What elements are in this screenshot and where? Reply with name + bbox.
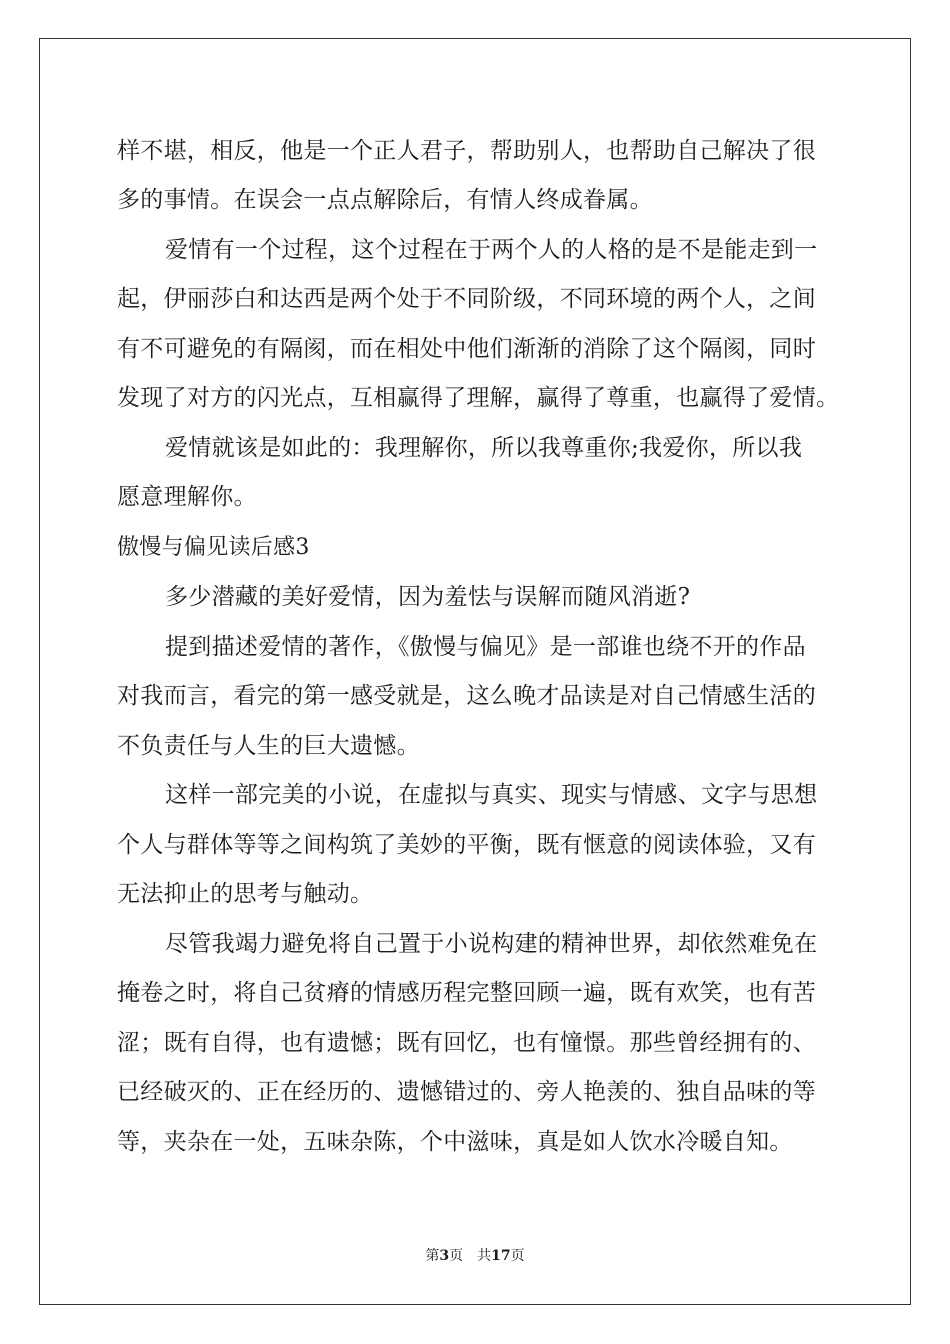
body-line-13: 不负责任与人生的巨大遗憾。	[117, 733, 420, 759]
body-line-12: 对我而言，看完的第一感受就是，这么晚才品读是对自己情感生活的	[117, 683, 816, 709]
body-line-8: 愿意理解你。	[117, 484, 257, 510]
footer-total-pages: 17	[491, 1248, 511, 1264]
body-line-14: 这样一部完美的小说，在虚拟与真实、现实与情感、文字与思想	[165, 782, 818, 808]
body-line-17: 尽管我竭力避免将自己置于小说构建的精神世界，却依然难免在	[165, 931, 818, 957]
footer-page-number: 3	[439, 1248, 450, 1264]
footer-total-suffix: 页	[510, 1248, 525, 1264]
body-line-4: 起，伊丽莎白和达西是两个处于不同阶级，不同环境的两个人，之间	[117, 286, 816, 312]
body-line-10: 多少潜藏的美好爱情，因为羞怯与误解而随风消逝?	[165, 584, 691, 610]
body-line-6: 发现了对方的闪光点，互相赢得了理解，赢得了尊重，也赢得了爱情。	[117, 385, 840, 411]
body-line-1: 样不堪，相反，他是一个正人君子，帮助别人，也帮助自己解决了很	[117, 138, 816, 164]
body-line-19: 涩；既有自得，也有遗憾；既有回忆，也有憧憬。那些曾经拥有的、	[117, 1030, 816, 1056]
body-line-2: 多的事情。在误会一点点解除后，有情人终成眷属。	[117, 187, 653, 213]
body-line-3: 爱情有一个过程，这个过程在于两个人的人格的是不是能走到一	[165, 237, 818, 263]
page-border	[39, 38, 911, 1305]
body-line-5: 有不可避免的有隔阂，而在相处中他们渐渐的消除了这个隔阂，同时	[117, 336, 816, 362]
page-footer	[0, 1247, 950, 1265]
body-line-16: 无法抑止的思考与触动。	[117, 881, 374, 907]
footer-page-suffix: 页	[449, 1248, 464, 1264]
section-heading: 傲慢与偏见读后感3	[117, 535, 310, 560]
body-line-15: 个人与群体等等之间构筑了美妙的平衡，既有惬意的阅读体验，又有	[117, 832, 816, 858]
body-line-18: 掩卷之时，将自己贫瘠的情感历程完整回顾一遍，既有欢笑，也有苦	[117, 980, 816, 1006]
footer-total-prefix: 共	[477, 1248, 492, 1264]
body-line-21: 等，夹杂在一处，五味杂陈，个中滋味，真是如人饮水冷暖自知。	[117, 1129, 793, 1155]
body-line-7: 爱情就该是如此的：我理解你，所以我尊重你;我爱你，所以我	[165, 435, 803, 461]
footer-page-prefix: 第	[425, 1248, 440, 1264]
body-line-20: 已经破灭的、正在经历的、遗憾错过的、旁人艳羡的、独自品味的等	[117, 1079, 816, 1105]
body-line-11: 提到描述爱情的著作，《傲慢与偏见》是一部谁也绕不开的作品	[165, 634, 806, 660]
